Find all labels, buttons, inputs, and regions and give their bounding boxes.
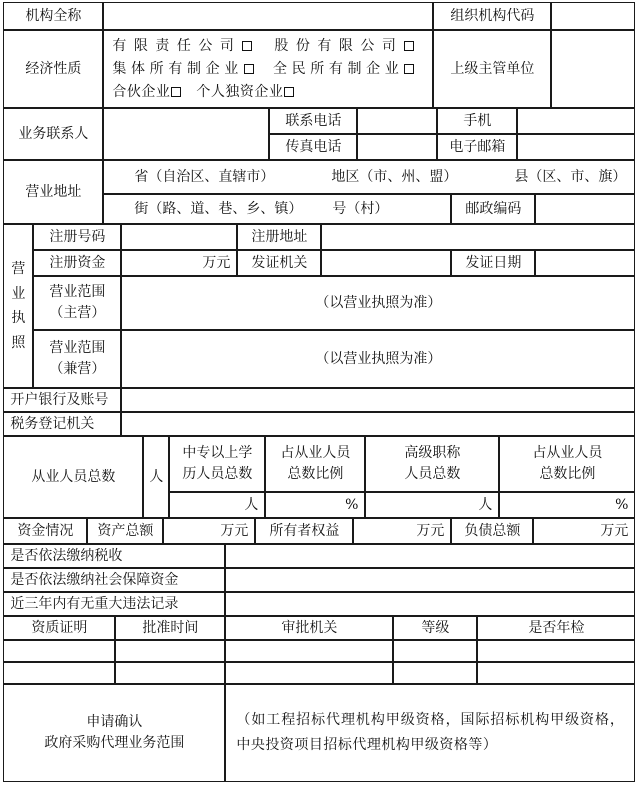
checkbox-state-owned[interactable]: [404, 64, 414, 74]
checkbox-partnership[interactable]: [171, 87, 181, 97]
qualification-cell[interactable]: [3, 640, 115, 662]
address-province: 省（自治区、直辖市）: [134, 168, 275, 185]
qualification-cell[interactable]: [3, 662, 115, 684]
mobile-label: 手机: [437, 108, 517, 134]
social-security-field[interactable]: [225, 568, 635, 592]
issuing-authority-label: 发证机关: [237, 250, 321, 276]
email-label: 电子邮箱: [437, 134, 517, 160]
apply-confirm-label: 申请确认 政府采购代理业务范围: [3, 684, 225, 782]
business-contact-label: 业务联系人: [3, 108, 103, 160]
grade-header: 等级: [393, 616, 477, 640]
owner-equity-field[interactable]: [353, 518, 451, 544]
bank-account-label: 开户银行及账号: [3, 388, 121, 412]
technical-ratio-unit: %: [345, 496, 359, 513]
staff-total-label: 从业人员总数: [3, 436, 143, 518]
scope-sub-label: 营业范围 （兼营）: [33, 330, 121, 388]
scope-main-field[interactable]: [121, 276, 635, 330]
scope-sub-note: （以营业执照为准）: [315, 350, 442, 367]
org-code-field[interactable]: [551, 2, 635, 30]
address-line-2[interactable]: [103, 194, 451, 224]
no-violation-label: 近三年内有无重大违法记录: [3, 592, 225, 616]
scope-main-label: 营业范围 （主营）: [33, 276, 121, 330]
reg-capital-field[interactable]: [121, 250, 237, 276]
technical-staff-label: 中专以上学 历人员总数: [169, 436, 265, 492]
technical-ratio-field[interactable]: [265, 492, 365, 518]
technical-staff-field[interactable]: [169, 492, 265, 518]
social-security-label: 是否依法缴纳社会保障资金: [3, 568, 225, 592]
staff-total-field[interactable]: [143, 436, 169, 518]
tax-authority-label: 税务登记机关: [3, 412, 121, 436]
annual-inspection-cell[interactable]: [477, 662, 635, 684]
approval-time-cell[interactable]: [115, 640, 225, 662]
approval-time-cell[interactable]: [115, 662, 225, 684]
grade-cell[interactable]: [393, 640, 477, 662]
annual-inspection-cell[interactable]: [477, 640, 635, 662]
reg-address-label: 注册地址: [237, 224, 321, 250]
phone-field[interactable]: [357, 108, 437, 134]
reg-capital-label: 注册资金: [33, 250, 121, 276]
technical-staff-unit: 人: [244, 496, 259, 513]
mobile-field[interactable]: [517, 108, 635, 134]
option-collective[interactable]: 集体所有制企业: [112, 61, 253, 77]
postcode-field[interactable]: [535, 194, 635, 224]
senior-title-unit: 人: [478, 496, 493, 513]
option-joint-stock[interactable]: 股份有限公司: [274, 38, 414, 54]
scope-sub-field[interactable]: [121, 330, 635, 388]
issue-date-label: 发证日期: [451, 250, 535, 276]
phone-label: 联系电话: [269, 108, 357, 134]
technical-ratio-label: 占从业人员 总数比例: [265, 436, 365, 492]
org-name-field[interactable]: [103, 2, 433, 30]
senior-title-label: 高级职称 人员总数: [365, 436, 499, 492]
total-liabilities-label: 负债总额: [451, 518, 533, 544]
business-license-label: 营 业 执 照: [3, 224, 33, 388]
business-contact-field[interactable]: [103, 108, 269, 160]
reg-address-field[interactable]: [321, 224, 635, 250]
senior-ratio-unit: %: [615, 496, 629, 513]
tax-paid-label: 是否依法缴纳税收: [3, 544, 225, 568]
funds-label: 资金情况: [3, 518, 87, 544]
total-liabilities-field[interactable]: [533, 518, 635, 544]
issuing-authority-field[interactable]: [321, 250, 451, 276]
tax-paid-field[interactable]: [225, 544, 635, 568]
total-assets-field[interactable]: [163, 518, 255, 544]
option-partnership[interactable]: 合伙企业: [112, 84, 181, 100]
checkbox-joint-stock[interactable]: [404, 41, 414, 51]
senior-title-field[interactable]: [365, 492, 499, 518]
address-line-1[interactable]: [103, 160, 635, 194]
senior-ratio-field[interactable]: [499, 492, 635, 518]
apply-confirm-field[interactable]: [225, 684, 635, 782]
annual-inspection-header: 是否年检: [477, 616, 635, 640]
approval-authority-cell[interactable]: [225, 662, 393, 684]
org-code-label: 组织机构代码: [433, 2, 551, 30]
address-number: 号（村）: [332, 200, 389, 217]
email-field[interactable]: [517, 134, 635, 160]
bank-account-field[interactable]: [121, 388, 635, 412]
owner-equity-label: 所有者权益: [255, 518, 353, 544]
postcode-label: 邮政编码: [451, 194, 535, 224]
econ-nature-label: 经济性质: [3, 30, 103, 108]
address-county: 县（区、市、旗）: [514, 168, 627, 185]
approval-time-header: 批准时间: [115, 616, 225, 640]
business-address-label: 营业地址: [3, 160, 103, 224]
total-assets-label: 资产总额: [87, 518, 163, 544]
address-region: 地区（市、州、盟）: [331, 168, 458, 185]
superior-unit-label: 上级主管单位: [433, 30, 551, 108]
owner-equity-unit: 万元: [416, 522, 445, 539]
issue-date-field[interactable]: [535, 250, 635, 276]
tax-authority-field[interactable]: [121, 412, 635, 436]
superior-unit-field[interactable]: [551, 30, 635, 108]
reg-capital-unit: 万元: [202, 254, 231, 271]
no-violation-field[interactable]: [225, 592, 635, 616]
total-liabilities-unit: 万元: [600, 522, 629, 539]
registration-form: [4, 3, 636, 783]
reg-no-field[interactable]: [121, 224, 237, 250]
checkbox-sole-proprietorship[interactable]: [284, 87, 294, 97]
fax-field[interactable]: [357, 134, 437, 160]
option-limited-liability[interactable]: 有限责任公司: [112, 38, 252, 54]
total-assets-unit: 万元: [220, 522, 249, 539]
reg-no-label: 注册号码: [33, 224, 121, 250]
address-street: 街（路、道、巷、乡、镇）: [134, 200, 303, 217]
checkbox-limited-liability[interactable]: [242, 41, 252, 51]
staff-total-unit: 人: [149, 468, 164, 485]
option-sole-proprietorship[interactable]: 个人独资企业: [196, 84, 294, 100]
apply-note: （如工程招标代理机构甲级资格，国际招标机构甲级资格，中央投资项目招标代理机构甲级资格等）: [236, 712, 625, 754]
approval-authority-header: 审批机关: [225, 616, 393, 640]
org-name-label: 机构全称: [3, 2, 103, 30]
econ-nature-options: [103, 30, 433, 108]
grade-cell[interactable]: [393, 662, 477, 684]
checkbox-collective[interactable]: [244, 64, 254, 74]
fax-label: 传真电话: [269, 134, 357, 160]
option-state-owned[interactable]: 全民所有制企业: [273, 61, 414, 77]
qualification-header: 资质证明: [3, 616, 115, 640]
scope-main-note: （以营业执照为准）: [315, 294, 442, 311]
approval-authority-cell[interactable]: [225, 640, 393, 662]
senior-ratio-label: 占从业人员 总数比例: [499, 436, 635, 492]
